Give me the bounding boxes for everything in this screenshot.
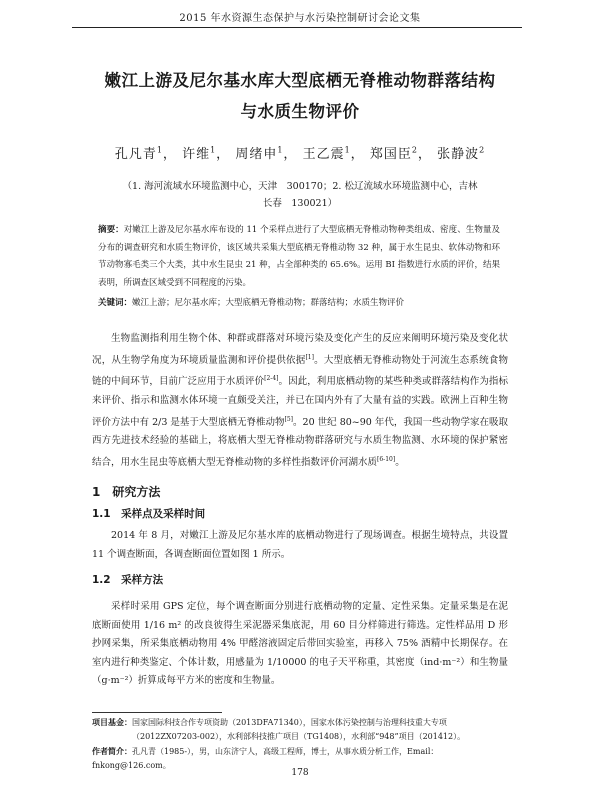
author-name: 周绪申 — [235, 147, 278, 162]
author-name: 孔凡青 — [114, 147, 157, 162]
citation: [2-4] — [264, 375, 279, 383]
running-head: 2015 年水资源生态保护与水污染控制研讨会论文集 — [179, 13, 421, 24]
author-affiliation-mark: 2 — [479, 145, 486, 155]
sampling-sites-paragraph: 2014 年 8 月，对嫩江上游及尼尔基水库的底栖动物进行了现场调查。根据生境特点，共设置 11 个调查断面，各调查断面位置如图 1 所示。 — [92, 530, 508, 560]
author-bio-text: 孔凡青（1985-），男，山东济宁人，高级工程师，博士，从事水质分析工作，Email：fnkong@126.com。 — [92, 747, 439, 770]
header-rule — [72, 27, 522, 28]
affiliation-line-1: （1. 海河流域水环境监测中心，天津 300170；2. 松辽流域水环境监测中心，吉林 — [122, 181, 478, 192]
abstract-label: 摘要： — [98, 225, 124, 235]
footnote-rule — [92, 712, 222, 713]
intro-text: 。大型底栖无脊椎动物处于河流生态系统食物链的中间环节，目前广泛应用于水质评价 — [92, 354, 508, 388]
author-name: 郑国臣 — [369, 147, 412, 162]
intro-text: 。20 世纪 80~90 年代，我国一些动物学家在吸取西方先进技术经验的基础上，将底栖大型无脊椎动物群落研究与水质生物监测、水环境的保护紧密结合，用水生昆虫等底栖大型无脊椎动物的多样性指数评价河湖水质 — [92, 416, 508, 469]
keywords — [98, 296, 500, 308]
affiliations — [90, 178, 510, 212]
author-affiliation-mark: 1 — [210, 145, 217, 155]
intro-text: 。 — [395, 457, 405, 469]
author-affiliation-mark: 1 — [277, 145, 284, 155]
author-affiliation-mark: 1 — [344, 145, 351, 155]
title-line-1: 嫩江上游及尼尔基水库大型底栖无脊椎动物群落结构 — [104, 71, 496, 90]
title-line-2: 与水质生物评价 — [240, 102, 360, 121]
sampling-method-paragraph: 采样时采用 GPS 定位，每个调查断面分别进行底栖动物的定量、定性采集。定量采集是在泥底断面使用 1/16 m² 的改良彼得生采泥器采集底泥，用 60 目分样筛进行筛选。定性样品用 D 形抄网采集，所采集底栖动物用 4% 甲醛溶液固定后带回实验室，再移入 75% 酒精中长期保存。在室内进行种类鉴定、个体计数，用感量为 1/10000 的电子天平称重，其密度（ind·m⁻²）和生物量（g·m⁻²）折算成每平方米的密度和生物量。 — [92, 601, 508, 686]
introduction-paragraph — [92, 330, 508, 473]
section-heading-methods: 1 研究方法 — [92, 485, 161, 499]
keywords-text: 嫩江上游；尼尔基水库；大型底栖无脊椎动物；群落结构；水质生物评价 — [132, 298, 405, 308]
funding-label: 项目基金： — [92, 717, 132, 727]
funding-line-2: （2012ZX07203-002），水利部科技推广项目（TG1408），水利部“948”项目（201412）。 — [132, 732, 466, 741]
intro-text: 生物监测指利用生物个体、种群或群落对环境污染及变化产生的反应来阐明环境污染及变化状况，从生物学角度为环境质量监测和评价提供依据 — [92, 333, 508, 366]
footnote — [92, 715, 508, 773]
author-affiliation-mark: 2 — [411, 145, 418, 155]
affiliation-line-2: 长春 130021） — [262, 198, 338, 209]
author-affiliation-mark: 1 — [156, 145, 163, 155]
author-name: 王乙震 — [302, 147, 345, 162]
citation: [6-10] — [377, 456, 396, 464]
citation: [5] — [284, 415, 294, 423]
intro-text: 。因此，利用底栖动物的某些种类或群落结构作为指标来评价、指示和监测水体环境一直颇受关注，并已在国内外有了大量有益的实践。欧洲上百种生物评价方法中有 2/3 是基于大型底栖无脊椎动物 — [92, 376, 508, 428]
author-name: 许维 — [182, 147, 211, 162]
funding-line-1 — [92, 715, 508, 730]
citation: [1] — [305, 353, 314, 361]
author-bio-label: 作者简介： — [92, 746, 132, 756]
funding-text: 国家国际科技合作专项资助（2013DFA71340），国家水体污染控制与治理科技重大专项 — [132, 718, 447, 727]
abstract — [98, 222, 500, 292]
abstract-text: 对嫩江上游及尼尔基水库布设的 11 个采样点进行了大型底栖无脊椎动物种类组成、密度、生物量及分布的调查研究和水质生物评价，该区域共采集大型底栖无脊椎动物 32 种，属于水生昆虫、软体动物和环节动物寡毛类三个大类，其中水生昆虫 21 种，占全部种类的 65.6%。运用 BI 指数进行水质的评价，结果表明，所调查区域受到不同程度的污染。 — [98, 225, 500, 288]
author-list: 孔凡青$^1$， 许维$^1$， 周绪申$^1$， 王乙震$^1$， 郑国臣$^2$， 张静波$^2$ — [114, 145, 486, 162]
keywords-label: 关键词： — [98, 298, 133, 308]
subsection-heading-sampling-sites: 1.1 采样点及采样时间 — [92, 508, 206, 520]
page-number: 178 — [291, 768, 309, 778]
subsection-heading-sampling-method: 1.2 采样方法 — [92, 574, 164, 586]
author-name: 张静波 — [437, 147, 480, 162]
